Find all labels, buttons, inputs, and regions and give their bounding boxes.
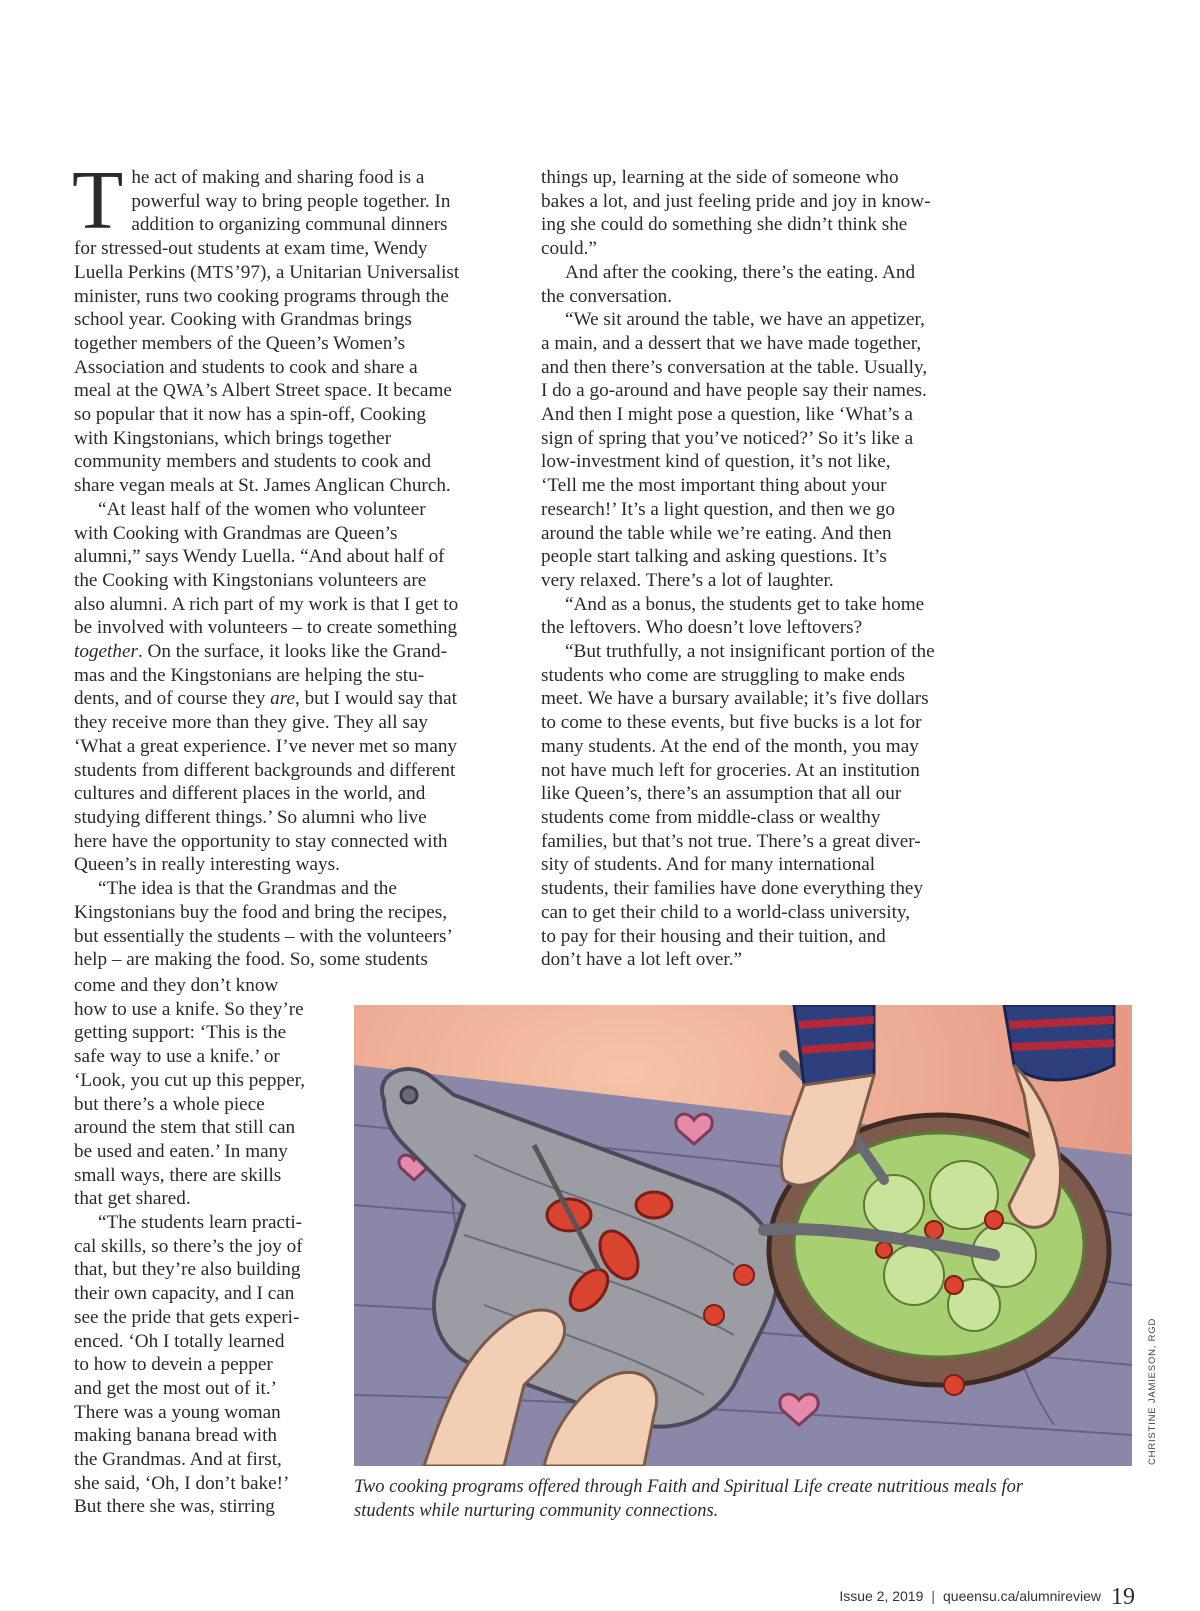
emphasis-text: are	[270, 688, 295, 710]
page-number: 19	[1111, 1584, 1135, 1610]
article-paragraph: things up, learning at the side of someone who bakes a lot, and just feeling pride and joy in know- ing she could do something she didn’t think she could.”	[541, 167, 931, 260]
article-paragraph: And after the cooking, there’s the eating. And the conversation.	[541, 261, 916, 307]
illustration-caption: Two cooking programs offered through Faith and Spiritual Life create nutritious meals for students while nurturing community connections.	[354, 1477, 1024, 1521]
footer-separator: |	[931, 1588, 936, 1604]
paragraph-text: “At least half of the women who volunteer with Cooking with Grandmas are Queen’s alumni,” says Wendy Luella. “And about half of the Cooking with Kingstonians volunteers are also alumni. A rich part of my work is that I get to be involved with volunteers – to create something	[74, 498, 459, 639]
cooking-illustration	[354, 1005, 1132, 1466]
footer-url[interactable]: queensu.ca/alumnireview	[943, 1588, 1101, 1604]
article-paragraph: “The idea is that the Grandmas and the Kingstonians buy the food and bring the recipes, but essentially the students – with the volunteers’ help – are making the food. So, some students	[74, 878, 453, 971]
paragraph-text: ’s Albert Street space. It became so popular that it now has a spin-off, Cooking with Kingstonians, which brings together community members and students to cook and share vegan meals at St. James Anglican Church.	[74, 380, 452, 497]
paragraph-text: he act of making and sharing food is a powerful way to bring people together. In addition to organizing communal dinners for stressed-out students at exam time, Wendy Luella Perkins (	[74, 167, 451, 283]
paragraph-text: . On the surface, it looks like the Grand- mas and the Kingstonians are helping the stu- dents, and of course they	[74, 641, 447, 710]
organization-abbreviation: QWA	[162, 380, 205, 401]
board-hole	[401, 1087, 417, 1103]
page-footer	[790, 1584, 1135, 1611]
degree-abbreviation: MTS	[196, 261, 235, 282]
emphasis-text: together	[74, 641, 138, 663]
paragraph-text: , but I would say that they receive more than they give. They all say ‘What a great experience. I’ve never met so many students from different backgrounds and different cultures and different places in the world, and studying different things.’ So alumni who live here have the opportunity to stay connected with Queen’s in really interesting ways.	[74, 688, 458, 876]
article-paragraph	[72, 154, 514, 498]
issue-label: Issue 2, 2019	[839, 1588, 924, 1604]
article-column-left	[72, 154, 514, 972]
article-paragraph: “And as a bonus, the students get to take home the leftovers. Who doesn’t love leftovers?	[541, 593, 925, 639]
article-paragraph: come and they don’t know how to use a knife. So they’re getting support: ‘This is the safe way to use a knife.’ or ‘Look, you cut up this pepper, but there’s a whole piece around the stem that still can be used and eaten.’ In many small ways, there are skills that get shared.	[74, 975, 306, 1210]
paragraph-text: ’97), a Unitarian Universalist minister, runs two cooking programs through the school year. Cooking with Grandmas brings together members of the Queen’s Women’s Association and students to cook and share a meal at the	[74, 261, 460, 402]
article-paragraph: “The students learn practi- cal skills, so there’s the joy of that, but they’re also building their own capacity, and I can see the pride that gets experi- enced. ‘Oh I totally learned to how to devein a pepper and get the most out of it.’ There was a young woman making banana bread with the Grandmas. And at first, she said, ‘Oh, I don’t bake!’ But there she was, stirring	[74, 1212, 303, 1518]
article-column-narrow	[74, 974, 344, 1519]
article-column-right	[541, 166, 1001, 972]
article-paragraph	[74, 498, 514, 877]
photo-credit: CHRISTINE JAMIESON, RGD	[1147, 1317, 1158, 1465]
drop-cap: T	[72, 154, 124, 247]
article-paragraph: “But truthfully, a not insignificant portion of the students who come are struggling to make ends meet. We have a bursary available; it’s five dollars to come to these events, but five bucks is a lot for many students. At the end of the month, you may not have much left for groceries. At an institution like Queen’s, there’s an assumption that all our students come from middle-class or wealthy families, but that’s not true. There’s a great diver- sity of students. And for many international students, their families have done everything they can to get their child to a world-class university, to pay for their housing and their tuition, and don’t have a lot left over.”	[541, 641, 935, 971]
article-paragraph: “We sit around the table, we have an appetizer, a main, and a dessert that we have made together, and then there’s conversation at the table. Usually, I do a go-around and have people say their names. And then I might pose a question, like ‘What’s a sign of spring that you’ve noticed?’ So it’s like a low-investment kind of question, it’s not like, ‘Tell me the most important thing about your research!’ It’s a light question, and then we go around the table while we’re eating. And then people start talking and asking questions. It’s very relaxed. There’s a lot of laughter.	[541, 309, 928, 591]
